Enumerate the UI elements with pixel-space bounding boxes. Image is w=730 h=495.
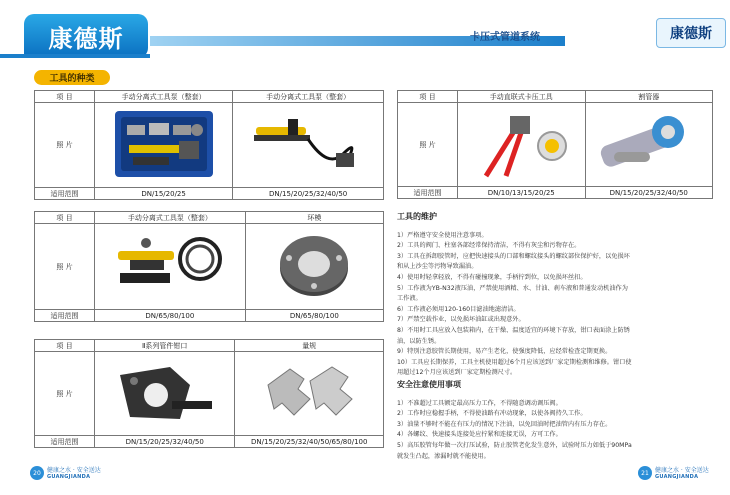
text-line: 5）高压胶管每年做一次打压试验，防止胶管老化发生意外，试验时压力如低于90MPa: [397, 441, 632, 449]
tool-name: 手动分离式工具泵（整套）: [95, 212, 246, 224]
tool-name: 环模: [245, 212, 383, 224]
text-line: 油，以防生锈。: [397, 337, 441, 345]
footer-brand: GUANGJIANDA: [655, 473, 699, 480]
text-line: 1）不准超过工具额定最高压力工作，不得随意调动调压阀。: [397, 399, 562, 407]
tool-table-2: [34, 211, 384, 322]
tool-photo-pipe-cutter: [585, 103, 713, 187]
safety-list: [397, 399, 712, 463]
col-head: 项 目: [35, 212, 95, 224]
text-line: 6）工作液必须用120-160目滤油地滤清洁。: [397, 305, 520, 313]
tool-photo-ring-die: [245, 224, 383, 310]
text-line: 2）工作时应稳握手柄，不得使油路有冲动现象，以使各阀持久工作。: [397, 410, 587, 418]
maintenance-list: [397, 231, 712, 379]
tool-name: 量规: [235, 340, 384, 352]
col-head: 项 目: [35, 91, 95, 103]
tool-photo-pump-case: [95, 103, 233, 188]
tool-table-3: [34, 339, 384, 448]
tool-photo-large-pump: [95, 224, 246, 310]
text-line: 就发生凸起，渗漏时就不能使用。: [397, 452, 490, 460]
text-line: 用超过12个月应该送到厂家定期检测尺寸。: [397, 369, 517, 377]
page-number-left: 20: [30, 466, 44, 480]
tool-name: Ⅱ系列管件钳口: [95, 340, 235, 352]
tool-scope: DN/65/80/100: [245, 310, 383, 322]
text-line: 4）使用时轻拿轻放，不得有碰撞现象，手柄拧到位，以免损坏丝扣。: [397, 273, 587, 281]
tool-photo-pump-hose: [233, 103, 384, 188]
tool-photo-crimp-tool: [458, 103, 586, 187]
tool-scope: DN/15/20/25/32/40/50/65/80/100: [235, 436, 384, 448]
col-head: 项 目: [398, 91, 458, 103]
row-scope-label: 适用范围: [35, 188, 95, 200]
text-line: 3）油量不够时不能在有压力的情况下注油，以免回油时把油管内有压力存在。: [397, 420, 612, 428]
text-line: 10）工具应长期保养，工具主机使用超过6个月应该送到厂家定期检测和维修。钳口使: [397, 358, 632, 366]
brand-logo: [24, 14, 148, 58]
text-line: 1）严格遵守安全使用注意事项。: [397, 231, 488, 239]
row-photo-label: 照 片: [35, 224, 95, 310]
row-scope-label: 适用范围: [35, 310, 95, 322]
row-scope-label: 适用范围: [398, 187, 458, 199]
footer-brand: GUANGJIANDA: [47, 473, 91, 480]
tool-scope: DN/15/20/25/32/40/50: [233, 188, 384, 200]
footer-slogan: 健康之水 · 安全送达: [655, 466, 709, 474]
row-photo-label: 照 片: [35, 352, 95, 436]
tool-scope: DN/15/20/25: [95, 188, 233, 200]
text-line: 2）工具的阀门、柱塞各部经常保持清洁，不得有灰尘和污物存在。: [397, 242, 581, 250]
text-line: 和从上沙尘等污物导致漏油。: [397, 263, 478, 271]
footer-slogan: 健康之水 · 安全送达: [47, 466, 101, 474]
tool-table-4: [397, 90, 713, 199]
tool-table-1: [34, 90, 384, 200]
safety-section: [397, 380, 712, 462]
text-line: 5）工作液为YB-N32液压油，严禁使用酒精、水、甘油、刹车液和普通发动机油作为: [397, 284, 628, 292]
header-title: 卡压式管道系统: [470, 32, 540, 43]
tool-scope: DN/15/20/25/32/40/50: [585, 187, 713, 199]
tool-scope: DN/65/80/100: [95, 310, 246, 322]
safety-title: 安全注意使用事项: [397, 380, 461, 389]
tool-name: 手动直联式卡压工具: [458, 91, 586, 103]
col-head: 项 目: [35, 340, 95, 352]
row-photo-label: 照 片: [35, 103, 95, 188]
text-line: 7）严禁空载作业，以免损坏油缸或出现意外。: [397, 316, 525, 324]
tool-name: 割管器: [585, 91, 713, 103]
maintenance-title: 工具的维护: [397, 212, 437, 221]
text-line: 工作液。: [397, 295, 422, 303]
right-brand: 康德斯: [656, 18, 726, 48]
brand-text: 康德斯: [48, 24, 124, 53]
tool-name: 手动分离式工具泵（整套）: [233, 91, 384, 103]
footer-left: [30, 466, 101, 480]
tool-photo-jaw: [95, 352, 235, 436]
maintenance-section: [397, 212, 712, 379]
header-band-left: [0, 54, 150, 58]
footer-right: [638, 466, 709, 480]
text-line: 9）特别注意胶管长期使用，易产生老化，使强度降低，应经常检查定期更换。: [397, 348, 612, 356]
page-number-right: 21: [638, 466, 652, 480]
tool-photo-gauge: [235, 352, 384, 436]
tool-scope: DN/15/20/25/32/40/50: [95, 436, 235, 448]
tool-scope: DN/10/13/15/20/25: [458, 187, 586, 199]
text-line: 4）各螺纹、快速接头连接处应拧紧和连接无误，方可工作。: [397, 431, 562, 439]
row-scope-label: 适用范围: [35, 436, 95, 448]
text-line: 3）工具在拆卸胶管时，应把快速接头的口部和螺纹接头的螺纹部位保护好，以免损坏: [397, 252, 630, 260]
text-line: 8）不用时工具应放入包装箱内，在干燥、温度适宜的环境下存放，钳口表面涂上防锈: [397, 326, 630, 334]
row-photo-label: 照 片: [398, 103, 458, 187]
section-tag: 工具的种类: [34, 70, 110, 85]
tool-name: 手动分离式工具泵（整套）: [95, 91, 233, 103]
